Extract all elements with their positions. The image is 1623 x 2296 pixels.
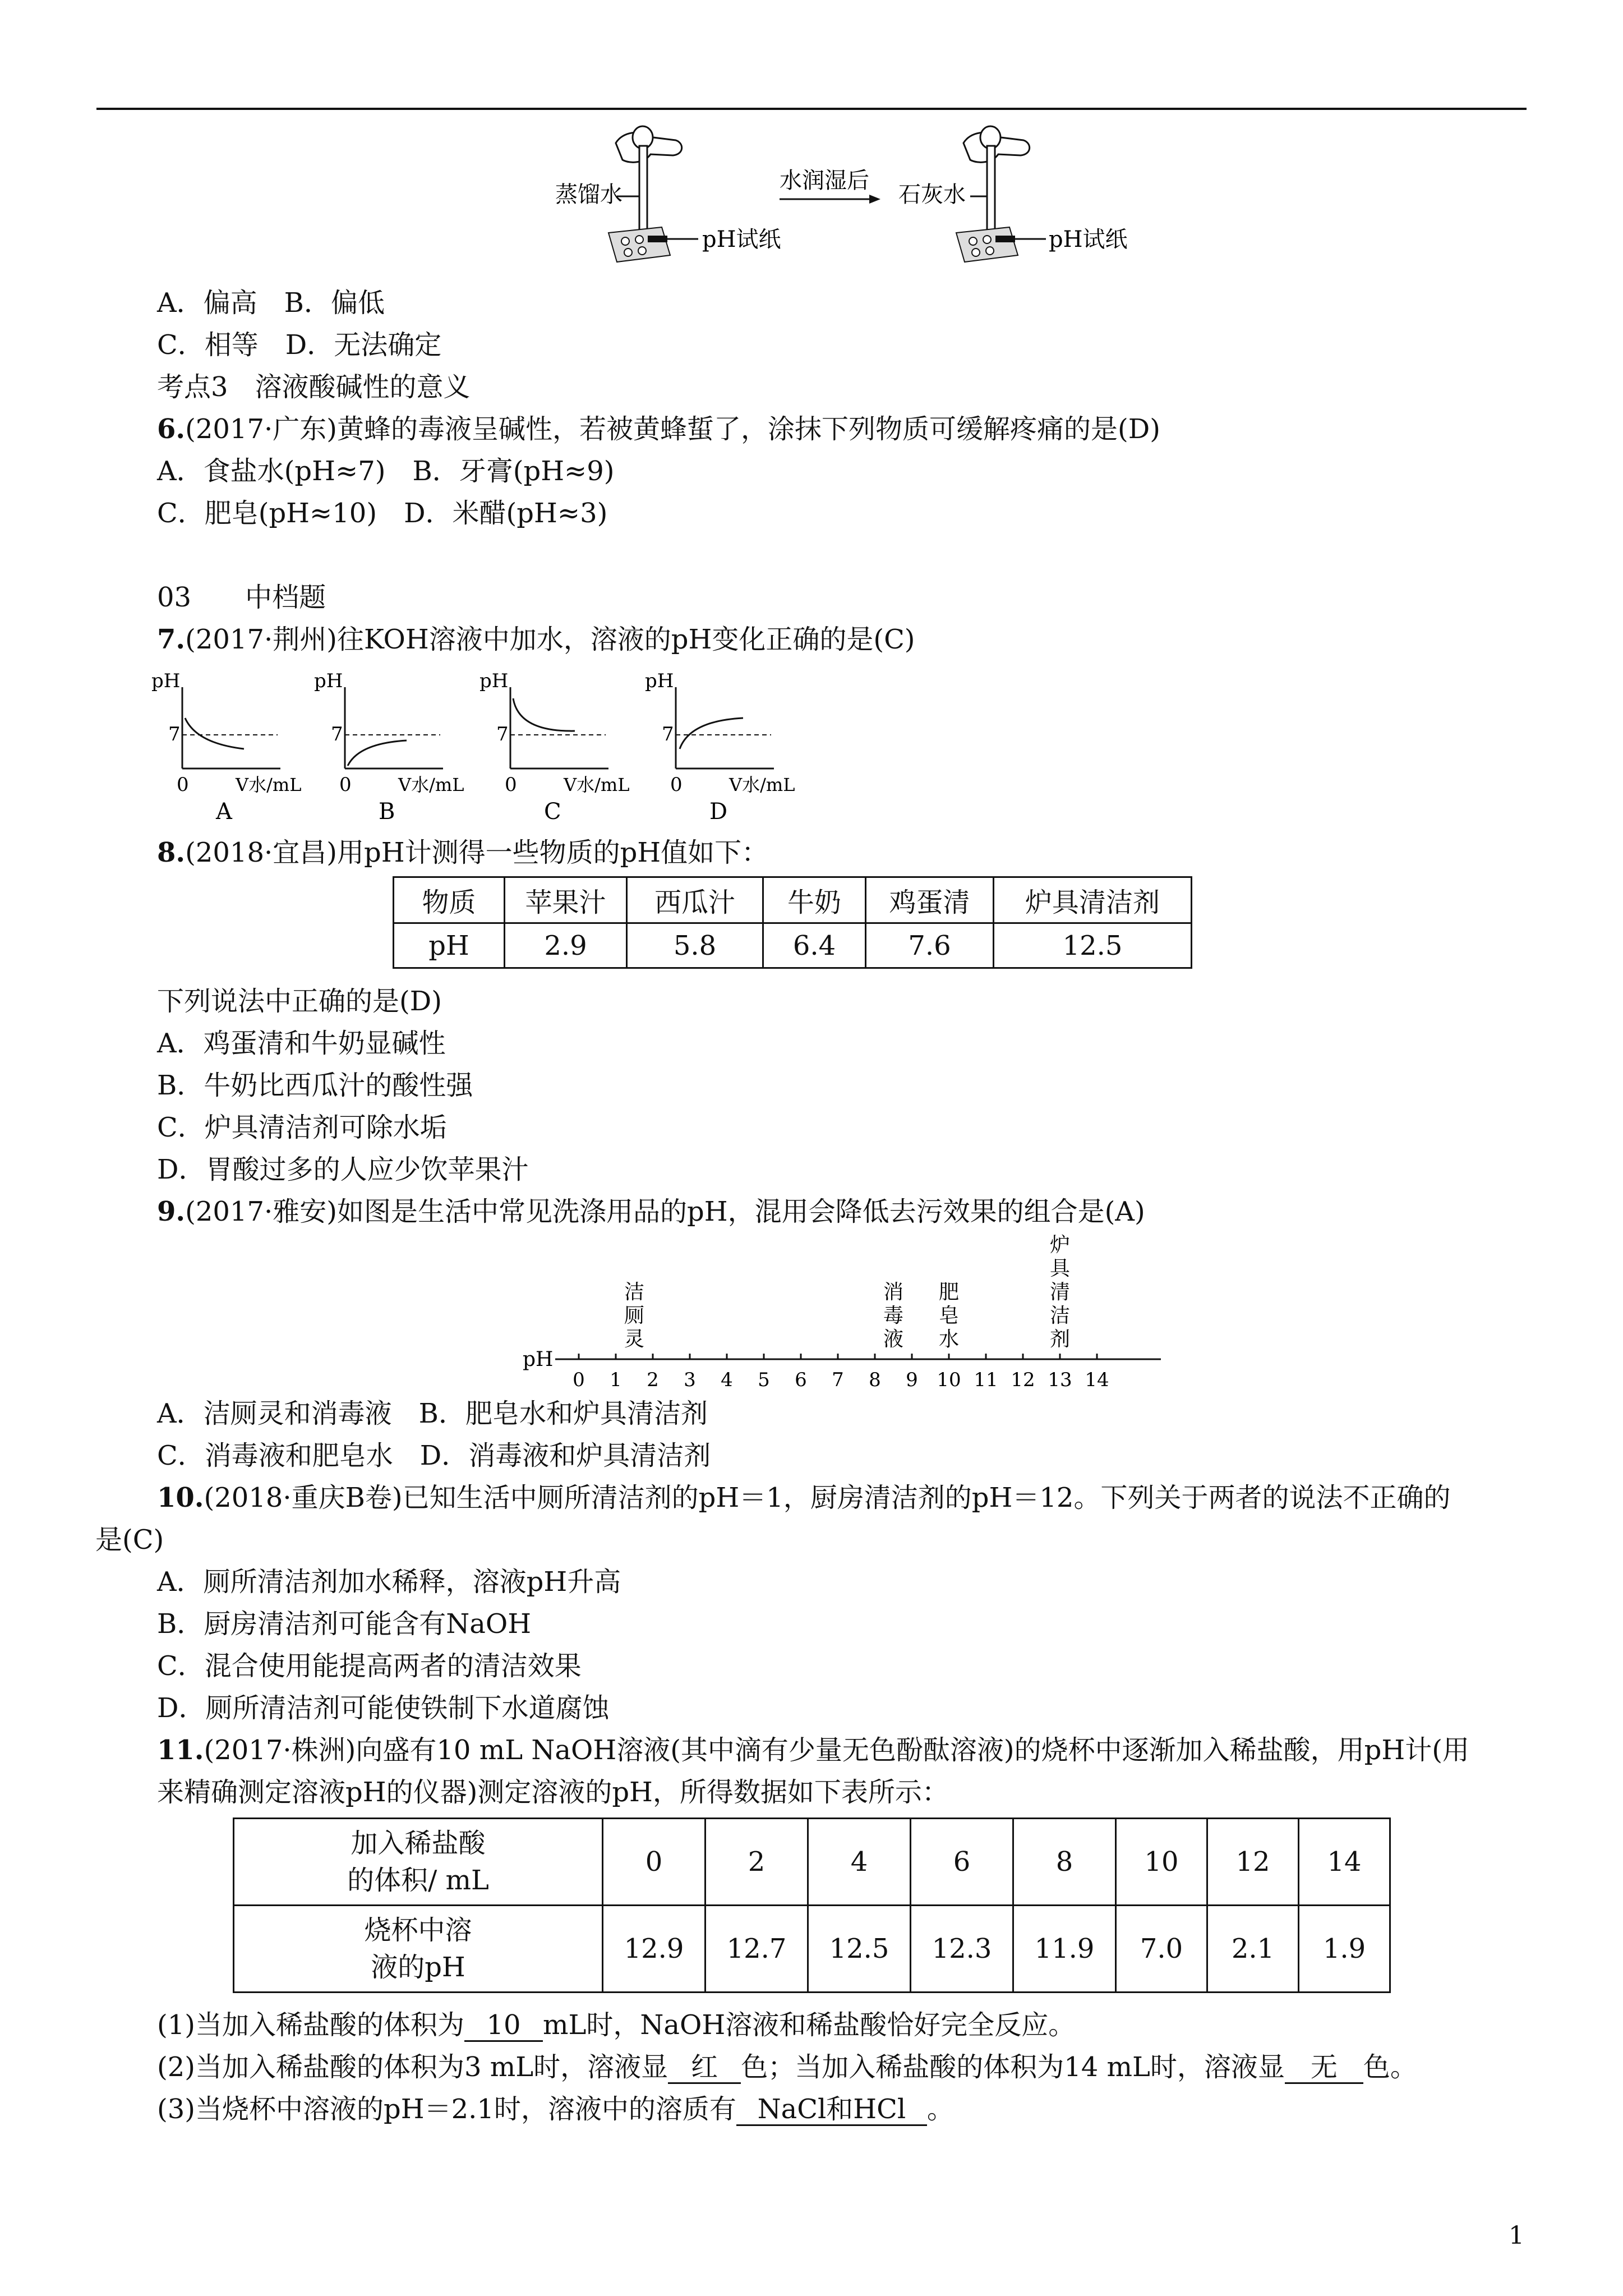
q8-cell: 6.4 bbox=[763, 923, 866, 968]
ph-scale-tick-label: 1 bbox=[610, 1369, 622, 1391]
q11-text-1: (2017·株洲)向盛有10 mL NaOH溶液(其中滴有少量无色酚酞溶液)的烧杯中逐渐加入稀盐酸，用pH计(用 bbox=[204, 1734, 1469, 1766]
q11-sub3-pre: (3)当烧杯中溶液的pH＝2.1时，溶液中的溶质有 bbox=[157, 2093, 736, 2125]
q11-sub2-mid: 色；当加入稀盐酸的体积为14 mL时，溶液显 bbox=[741, 2051, 1285, 2083]
q8-header-cell: 西瓜汁 bbox=[627, 877, 763, 923]
q7-text: (2017·荆州)往KOH溶液中加水，溶液的pH变化正确的是(C) bbox=[185, 624, 915, 655]
q11-sub1 bbox=[157, 2008, 1075, 2042]
q11-volume-cell: 10 bbox=[1116, 1819, 1207, 1906]
q8-option-a: A．鸡蛋清和牛奶显碱性 bbox=[157, 1028, 446, 1059]
q11-header-volume bbox=[234, 1819, 603, 1906]
ph-scale-tick-label: 12 bbox=[1011, 1369, 1035, 1391]
q9-options-cd: C．消毒液和肥皂水 D．消毒液和炉具清洁剂 bbox=[157, 1440, 711, 1471]
q8-cell: 5.8 bbox=[627, 923, 763, 968]
q11-header-ph-line2: 液的pH bbox=[371, 1952, 465, 1983]
q11-sub3-answer: NaCl和HCl bbox=[736, 2094, 927, 2126]
q6-options-ab: A．食盐水(pH≈7) B．牙膏(pH≈9) bbox=[157, 455, 615, 487]
q11-header-ph bbox=[234, 1906, 603, 1993]
graph-a-ylabel: pH bbox=[151, 670, 181, 692]
q8-cell: 2.9 bbox=[505, 923, 627, 968]
label-ph-paper-2: pH试纸 bbox=[1049, 227, 1128, 252]
q11-volume-cell: 0 bbox=[603, 1819, 706, 1906]
graph-d-seven: 7 bbox=[662, 723, 674, 746]
q11-sub2-post: 色。 bbox=[1363, 2051, 1417, 2083]
ph-product-label: 皂 bbox=[938, 1304, 960, 1327]
q11-volume-cell: 8 bbox=[1013, 1819, 1116, 1906]
q7-stem bbox=[157, 623, 915, 656]
q11-header-volume-line2: 的体积/ mL bbox=[347, 1865, 489, 1896]
q11-sub3 bbox=[157, 2092, 954, 2126]
q8-option-b: B．牛奶比西瓜汁的酸性强 bbox=[157, 1070, 473, 1101]
q10-option-a: A．厕所清洁剂加水稀释，溶液pH升高 bbox=[157, 1566, 621, 1598]
ph-scale-tick-label: 0 bbox=[573, 1369, 585, 1391]
q11-ph-cell: 12.5 bbox=[808, 1906, 911, 1993]
q10-stem-line1 bbox=[157, 1481, 1450, 1515]
q11-volume-cell: 14 bbox=[1299, 1819, 1390, 1906]
graph-a bbox=[151, 670, 302, 825]
q8-cell: pH bbox=[394, 923, 505, 968]
q11-ph-cell: 12.9 bbox=[603, 1906, 706, 1993]
ph-product-label: 炉 bbox=[1049, 1234, 1071, 1257]
ph-scale-tick-label: 9 bbox=[906, 1369, 918, 1391]
q11-stem-line2: 来精确测定溶液pH的仪器)测定溶液的pH，所得数据如下表所示： bbox=[157, 1777, 949, 1808]
q6-number: 6. bbox=[157, 413, 186, 445]
q8-option-d: D．胃酸过多的人应少饮苹果汁 bbox=[157, 1154, 529, 1185]
q11-ph-cell: 11.9 bbox=[1013, 1906, 1116, 1993]
graph-b-letter: B bbox=[379, 799, 395, 825]
q5-options-cd: C．相等 D．无法确定 bbox=[157, 329, 442, 361]
graph-d-letter: D bbox=[709, 799, 728, 825]
q11-header-volume-line1: 加入稀盐酸 bbox=[351, 1828, 486, 1859]
graph-c-zero: 0 bbox=[505, 774, 517, 796]
graph-d-zero: 0 bbox=[670, 774, 683, 796]
q9-number: 9. bbox=[157, 1196, 186, 1227]
q11-volume-cell: 12 bbox=[1207, 1819, 1299, 1906]
graph-d-xlabel: V水/mL bbox=[729, 774, 795, 795]
q9-options-ab: A．洁厕灵和消毒液 B．肥皂水和炉具清洁剂 bbox=[157, 1398, 708, 1429]
q6-text: (2017·广东)黄蜂的毒液呈碱性，若被黄蜂蜇了，涂抹下列物质可缓解疼痛的是(D) bbox=[185, 413, 1160, 445]
ph-product-label: 肥 bbox=[938, 1281, 960, 1304]
ph-product-label: 液 bbox=[883, 1328, 904, 1351]
q9-ph-scale bbox=[516, 1228, 1189, 1397]
q9-stem bbox=[157, 1195, 1145, 1228]
q11-volume-cell: 6 bbox=[911, 1819, 1013, 1906]
label-arrow: 水润湿后 bbox=[780, 168, 869, 194]
q11-ph-row bbox=[234, 1906, 1390, 1993]
ph-scale-tick-label: 4 bbox=[721, 1369, 733, 1391]
ph-product-label: 毒 bbox=[883, 1304, 904, 1327]
q6-stem bbox=[157, 412, 1160, 446]
ph-product-label: 剂 bbox=[1049, 1328, 1071, 1351]
q6-options-cd: C．肥皂(pH≈10) D．米醋(pH≈3) bbox=[157, 498, 608, 529]
header-rule bbox=[96, 108, 1527, 110]
q11-header-ph-line1: 烧杯中溶 bbox=[364, 1915, 472, 1946]
q8-number: 8. bbox=[157, 837, 186, 868]
q11-sub2-pre: (2)当加入稀盐酸的体积为3 mL时，溶液显 bbox=[157, 2051, 668, 2083]
ph-scale-tick-label: 10 bbox=[937, 1369, 961, 1391]
ph-scale-tick-label: 14 bbox=[1085, 1369, 1109, 1391]
graph-a-letter: A bbox=[216, 799, 232, 825]
ph-product-label: 洁 bbox=[624, 1281, 645, 1304]
q11-sub1-answer: 10 bbox=[464, 2010, 543, 2042]
ph-scale-label: pH bbox=[523, 1348, 554, 1371]
q8-cell: 12.5 bbox=[994, 923, 1192, 968]
q10-number: 10. bbox=[157, 1482, 204, 1513]
graph-b-seven: 7 bbox=[331, 723, 343, 746]
page-number: 1 bbox=[1509, 2221, 1524, 2250]
ph-scale-tick-label: 5 bbox=[758, 1369, 770, 1391]
ph-product-label: 洁 bbox=[1049, 1304, 1071, 1327]
label-ph-paper-1: pH试纸 bbox=[702, 227, 781, 252]
q11-number: 11. bbox=[157, 1734, 204, 1766]
q11-sub1-pre: (1)当加入稀盐酸的体积为 bbox=[157, 2009, 464, 2041]
q11-ph-cell: 2.1 bbox=[1207, 1906, 1299, 1993]
q11-table bbox=[233, 1818, 1391, 1993]
q7-graphs bbox=[146, 665, 808, 833]
q11-ph-cell: 12.7 bbox=[706, 1906, 808, 1993]
q11-ph-cell: 12.3 bbox=[911, 1906, 1013, 1993]
graph-a-zero: 0 bbox=[177, 774, 189, 796]
level-heading: 03 中档题 bbox=[157, 582, 326, 613]
q9-text: (2017·雅安)如图是生活中常见洗涤用品的pH，混用会降低去污效果的组合是(A) bbox=[185, 1196, 1145, 1227]
graph-c-ylabel: pH bbox=[479, 670, 509, 692]
q8-cell: 7.6 bbox=[866, 923, 994, 968]
q5-options-ab: A．偏高 B．偏低 bbox=[157, 287, 385, 319]
ph-product-label: 具 bbox=[1049, 1257, 1071, 1280]
graph-c-letter: C bbox=[544, 799, 561, 825]
q10-option-b: B．厨房清洁剂可能含有NaOH bbox=[157, 1608, 532, 1640]
q8-header-cell: 苹果汁 bbox=[505, 877, 627, 923]
section-heading-3: 考点3 溶液酸碱性的意义 bbox=[157, 371, 471, 403]
q8-header-cell: 炉具清洁剂 bbox=[994, 877, 1192, 923]
q8-header-cell: 物质 bbox=[394, 877, 505, 923]
q8-text: (2018·宜昌)用pH计测得一些物质的pH值如下： bbox=[185, 837, 769, 868]
q8-header-cell: 牛奶 bbox=[763, 877, 866, 923]
q11-sub2-answer1: 红 bbox=[668, 2052, 741, 2084]
graph-b-zero: 0 bbox=[339, 774, 352, 796]
ph-product-label: 消 bbox=[883, 1281, 904, 1304]
q10-option-c: C．混合使用能提高两者的清洁效果 bbox=[157, 1650, 582, 1682]
q11-stem-line1 bbox=[157, 1733, 1469, 1767]
ph-scale-tick-label: 2 bbox=[647, 1369, 659, 1391]
label-distilled-water: 蒸馏水 bbox=[555, 182, 623, 208]
label-limewater: 石灰水 bbox=[898, 182, 966, 208]
graph-c-xlabel: V水/mL bbox=[564, 774, 630, 795]
ph-product-label: 水 bbox=[938, 1328, 960, 1351]
q8-prompt: 下列说法中正确的是(D) bbox=[157, 986, 442, 1017]
q8-table bbox=[393, 876, 1192, 969]
right-dropper-setup bbox=[956, 126, 1046, 262]
q8-header-cell: 鸡蛋清 bbox=[866, 877, 994, 923]
graph-b-ylabel: pH bbox=[314, 670, 343, 692]
q10-stem-line2: 是(C) bbox=[95, 1524, 164, 1556]
q11-sub2-answer2: 无 bbox=[1285, 2052, 1363, 2084]
q11-volume-cell: 4 bbox=[808, 1819, 911, 1906]
ph-test-figure bbox=[555, 121, 1150, 269]
graph-c-seven: 7 bbox=[496, 723, 509, 746]
ph-scale-tick-label: 7 bbox=[832, 1369, 844, 1391]
q8-table-row bbox=[394, 923, 1192, 968]
q11-volume-cell: 2 bbox=[706, 1819, 808, 1906]
q8-table-header-row bbox=[394, 877, 1192, 923]
ph-product-label: 厕 bbox=[624, 1304, 645, 1327]
graph-d-ylabel: pH bbox=[645, 670, 674, 692]
q11-sub2 bbox=[157, 2050, 1417, 2084]
q8-option-c: C．炉具清洁剂可除水垢 bbox=[157, 1112, 447, 1143]
graph-b-xlabel: V水/mL bbox=[398, 774, 464, 795]
q10-option-d: D．厕所清洁剂可能使铁制下水道腐蚀 bbox=[157, 1692, 610, 1724]
ph-scale-tick-label: 11 bbox=[974, 1369, 998, 1391]
ph-scale-tick-label: 8 bbox=[869, 1369, 881, 1391]
ph-scale-tick-label: 13 bbox=[1048, 1369, 1072, 1391]
graph-a-xlabel: V水/mL bbox=[236, 774, 302, 795]
q7-number: 7. bbox=[157, 624, 186, 655]
q11-sub1-post: mL时，NaOH溶液和稀盐酸恰好完全反应。 bbox=[543, 2009, 1076, 2041]
q11-volume-row bbox=[234, 1819, 1390, 1906]
q8-stem bbox=[157, 836, 768, 869]
graph-d bbox=[645, 670, 795, 825]
ph-product-label: 清 bbox=[1049, 1281, 1071, 1304]
q10-text-1: (2018·重庆B卷)已知生活中厕所清洁剂的pH＝1，厨房清洁剂的pH＝12。下列关于两者的说法不正确的 bbox=[204, 1482, 1451, 1513]
q11-ph-cell: 1.9 bbox=[1299, 1906, 1390, 1993]
graph-c bbox=[479, 670, 630, 825]
graph-b bbox=[314, 670, 464, 825]
q11-sub3-post: 。 bbox=[926, 2093, 954, 2125]
ph-scale-tick-label: 3 bbox=[684, 1369, 696, 1391]
q11-ph-cell: 7.0 bbox=[1116, 1906, 1207, 1993]
ph-product-label: 灵 bbox=[624, 1328, 645, 1351]
ph-scale-tick-label: 6 bbox=[795, 1369, 807, 1391]
graph-a-seven: 7 bbox=[168, 723, 181, 746]
